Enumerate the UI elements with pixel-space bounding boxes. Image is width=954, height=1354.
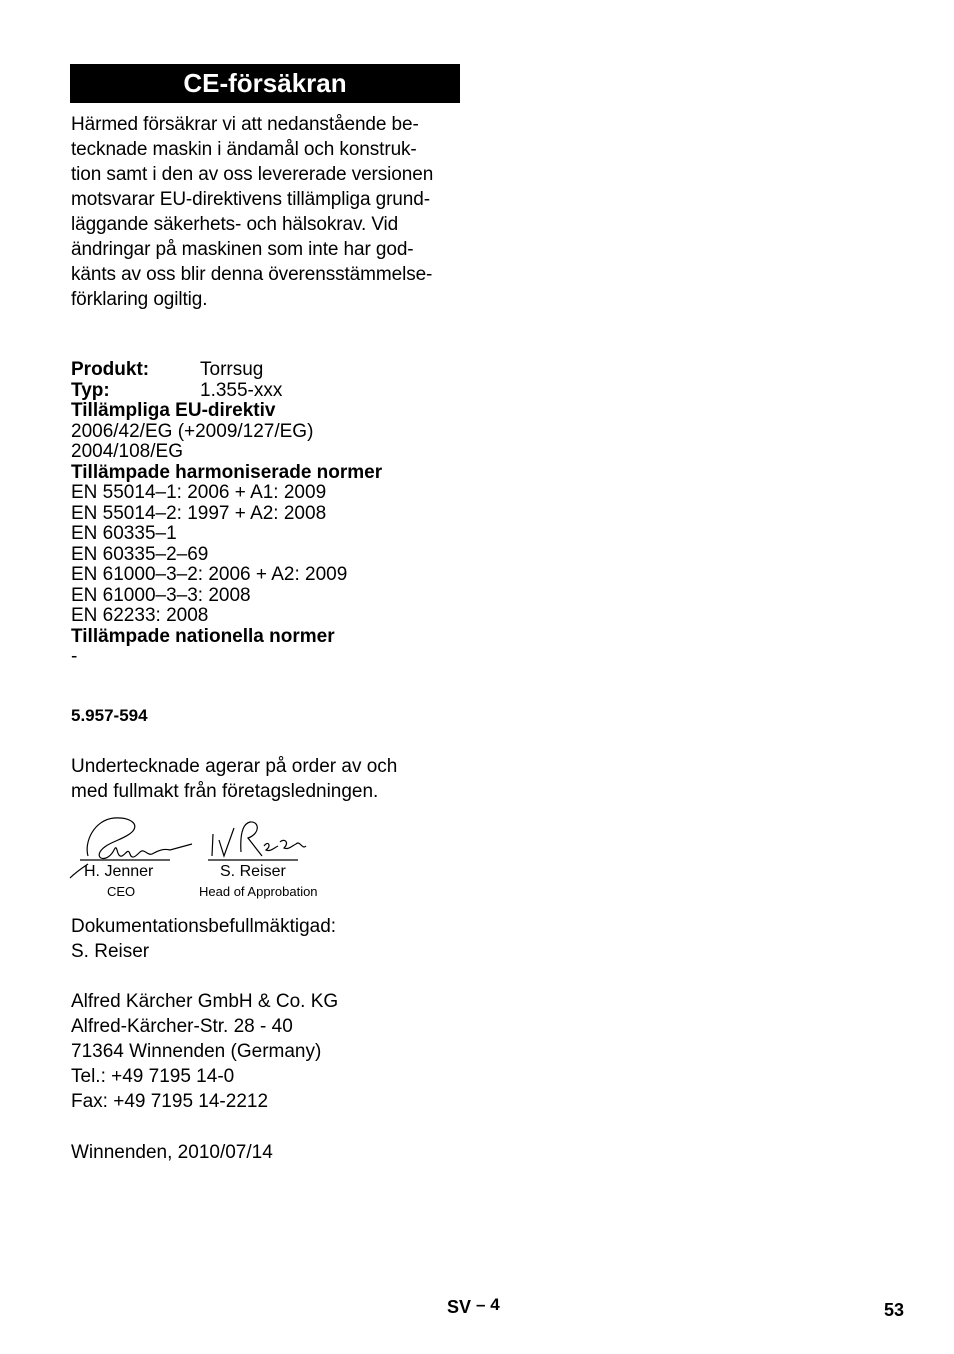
authority-line: Undertecknade agerar på order av och: [71, 756, 398, 777]
documentation-line: Dokumentationsbefullmäktigad:: [71, 916, 337, 937]
product-row: [71, 360, 382, 381]
company-address: [71, 989, 338, 1114]
footer-section-number: – 4: [476, 1295, 500, 1314]
type-row: [71, 381, 382, 402]
place-date-line: Winnenden, 2010/07/14: [71, 1142, 273, 1163]
footer-language: SV: [447, 1297, 472, 1317]
national-standards-heading: Tillämpade nationella normer: [71, 625, 335, 647]
intro-line: känts av oss blir denna överensstämmelse-: [71, 264, 433, 285]
product-label: Produkt:: [71, 359, 150, 380]
harmonised-standard-item: EN 60335–1: [71, 523, 177, 544]
national-standards-value: -: [71, 646, 78, 667]
harmonised-standard-item: EN 62233: 2008: [71, 605, 209, 626]
intro-line: motsvarar EU-direktivens tillämpliga grund-: [71, 189, 430, 210]
harmonised-standards-heading: Tillämpade harmoniserade normer: [71, 461, 383, 483]
intro-line: Härmed försäkrar vi att nedanstående be-: [71, 114, 419, 135]
harmonised-standard-item: EN 55014–2: 1997 + A2: 2008: [71, 502, 327, 524]
intro-line: förklaring ogiltig.: [71, 289, 208, 310]
intro-line: läggande säkerhets- och hälsokrav. Vid: [71, 214, 399, 235]
address-line: Tel.: +49 7195 14-0: [71, 1066, 235, 1087]
page-title: CE-försäkran: [70, 64, 460, 103]
page-number: 53: [884, 1300, 905, 1320]
place-and-date: [71, 1140, 273, 1165]
address-line: 71364 Winnenden (Germany): [71, 1041, 322, 1062]
authority-line: med fullmakt från företagsledningen.: [71, 781, 379, 802]
reiser-signature: [208, 822, 306, 860]
intro-line: ändringar på maskinen som inte har god-: [71, 239, 414, 260]
intro-paragraph: [71, 112, 466, 312]
documentation-representative: [71, 914, 336, 964]
address-line: Fax: +49 7195 14-2212: [71, 1091, 269, 1112]
documentation-line: S. Reiser: [71, 941, 150, 962]
product-specifications: [71, 360, 382, 668]
type-value: 1.355-xxx: [200, 379, 283, 401]
intro-line: tecknade maskin i ändamål och konstruk-: [71, 139, 417, 160]
signatory-title: CEO: [107, 884, 136, 899]
address-line: Alfred Kärcher GmbH & Co. KG: [71, 991, 339, 1012]
harmonised-standard-item: EN 60335–2–69: [71, 543, 209, 565]
intro-line: tion samt i den av oss levererade versionen: [71, 164, 434, 185]
harmonised-standard-item: EN 55014–1: 2006 + A1: 2009: [71, 482, 327, 503]
product-value: Torrsug: [200, 359, 264, 380]
eu-directives-heading: Tillämpliga EU-direktiv: [71, 400, 276, 421]
signatory-name: H. Jenner: [84, 863, 154, 880]
harmonised-standard-item: EN 61000–3–3: 2008: [71, 584, 251, 606]
type-label: Typ:: [71, 379, 110, 401]
eu-directive-item: 2006/42/EG (+2009/127/EG): [71, 420, 314, 442]
document-number: 5.957-594: [71, 706, 148, 725]
authority-statement: [71, 754, 397, 804]
signatory-name: S. Reiser: [220, 863, 286, 880]
harmonised-standard-item: EN 61000–3–2: 2006 + A2: 2009: [71, 564, 348, 585]
address-line: Alfred-Kärcher-Str. 28 - 40: [71, 1016, 293, 1037]
signatory-title: Head of Approbation: [199, 884, 318, 899]
eu-directive-item: 2004/108/EG: [71, 441, 183, 462]
footer-section-label: [447, 1297, 500, 1318]
